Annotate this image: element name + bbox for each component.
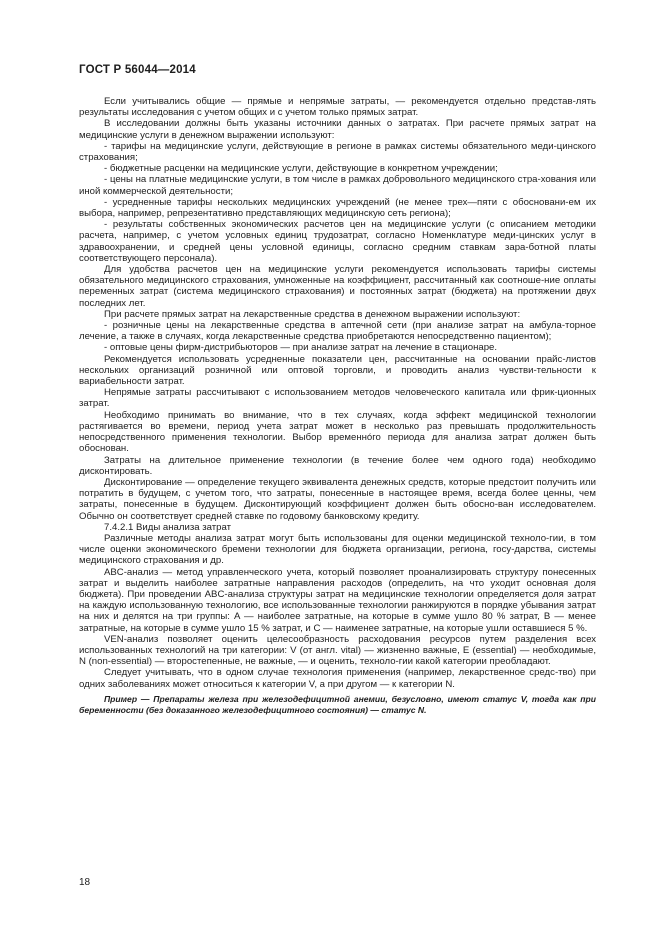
paragraph: ABC-анализ — метод управленческого учета, который позволяет проанализировать структуру понесенных затрат и выделить наиболее затратные направления расходов (определить, на что уходит основная доля бюджета). При проведении ABC-анализа структуры затрат на медицинские технологии определяется доля затрат на каждую использованную технологию, все использованные технологии ранжируются в порядке убывания затрат на них и делятся на три группы: A — наиболее затратные, на которые в сумме ушло 80 % затрат, B — менее затратные, на которые в сумме ушло 15 % затрат, и C — наименее затратные, на которые ушли оставшиеся 5 %.	[79, 566, 596, 634]
paragraph: Рекомендуется использовать усредненные показатели цен, рассчитанные на основании прайс-листов нескольких организаций розничной или оптовой торговли, и проводить анализ чувстви-тельности к вариабельности затрат.	[79, 353, 596, 388]
example-note: Пример — Препараты железа при железодефицитной анемии, безусловно, имеют статус V, тогда как при беременности (без доказанного железодефицитного состояния) — статус N.	[79, 693, 596, 715]
paragraph: Затраты на длительное применение технологии (в течение более чем одного года) необходимо дисконтировать.	[79, 454, 596, 477]
document-body	[79, 96, 596, 725]
section-heading: 7.4.2.1 Виды анализа затрат	[104, 521, 232, 533]
list-item: - розничные цены на лекарственные средства в аптечной сети (при анализе затрат на амбула-торное лечение, а также в случаях, когда лекарственные средства приобретаются непосредственно пациентом);	[79, 320, 596, 343]
list-item: - оптовые цены фирм-дистрибьюторов — при анализе затрат на лечение в стационаре.	[104, 342, 498, 354]
paragraph: Для удобства расчетов цен на медицинские услуги рекомендуется использовать тарифы системы обязательного медицинского страхования, умноженные на коэффициент, рассчитанный как соотноше-ние оплаты переменных затрат (система медицинского страхования) и постоянных затрат (бюджета) на протяжении двух последних лет.	[79, 264, 596, 309]
list-item: - результаты собственных экономических расчетов цен на медицинские услуги (с описанием методики расчета, например, с учетом условных единиц трудозатрат, согласно Номенклатуре меди-цинских услуг в здравоохранении, и средней цены условной единицы, согласно средним ставкам зара-ботной платы соответствующего персонала).	[79, 219, 596, 264]
paragraph: Различные методы анализа затрат могут быть использованы для оценки медицинской техноло-гии, в том числе оценки экономического бремени технологии для бюджета организации, региона, госу-дарства, системы медицинского страхования и др.	[79, 532, 596, 567]
paragraph: Следует учитывать, что в одном случае технология применения (например, лекарственное средс-тво) при одних заболеваниях может относиться к категории V, а при другом — к категории N.	[79, 667, 596, 690]
list-item: - тарифы на медицинские услуги, действующие в регионе в рамках системы обязательного меди-цинского страхования;	[79, 140, 596, 164]
paragraph: При расчете прямых затрат на лекарственные средства в денежном выражении используют:	[104, 308, 521, 320]
document-header: ГОСТ Р 56044—2014	[79, 64, 196, 76]
paragraph: Непрямые затраты рассчитывают с использованием методов человеческого капитала или фрик-ционных затрат.	[79, 387, 596, 410]
list-item: - цены на платные медицинские услуги, в том числе в рамках добровольного медицинского стра-хования или иной коммерческой деятельности;	[79, 174, 596, 197]
paragraph: Необходимо принимать во внимание, что в тех случаях, когда эффект медицинской технологии растягивается во времени, период учета затрат может в несколько раз превышать продолжительность непосредственного применения технологии. Выбор временнóго периода для анализа затрат должен быть обоснован.	[79, 409, 596, 455]
paragraph: Дисконтирование — определение текущего эквивалента денежных средств, которые предстоит получить или потратить в будущем, с учетом того, что затраты, понесенные в настоящее время, всегда более ценны, чем затраты, понесенные в будущем. Дисконтирующий коэффициент должен быть обосно-ван исследователем. Обычно он соответствует средней ставке по годовому банковскому кредиту.	[79, 476, 596, 522]
list-item: - бюджетные расценки на медицинские услуги, действующие в конкретном учреждении;	[104, 163, 498, 175]
page-number: 18	[79, 877, 91, 888]
paragraph: В исследовании должны быть указаны источники данных о затратах. При расчете прямых затрат на медицинские услуги в денежном выражении используют:	[79, 118, 596, 141]
paragraph: Если учитывались общие — прямые и непрямые затраты, — рекомендуется отдельно представ-лять результаты исследования с учетом общих и с учетом только прямых затрат.	[79, 96, 596, 119]
list-item: - усредненные тарифы нескольких медицинских учреждений (не менее трех—пяти с обосновани-ем их выбора, например, репрезентативно представляющих медицинскую сеть региона);	[79, 196, 596, 220]
paragraph: VEN-анализ позволяет оценить целесообразность расходования ресурсов путем разделения всех использованных технологий на три категории: V (от англ. vital) — жизненно важные, E (essential) — необходимые, N (non-essential) — второстепенные, не важные, — и оценить, техноло-гии какой категории преобладают.	[79, 633, 596, 668]
